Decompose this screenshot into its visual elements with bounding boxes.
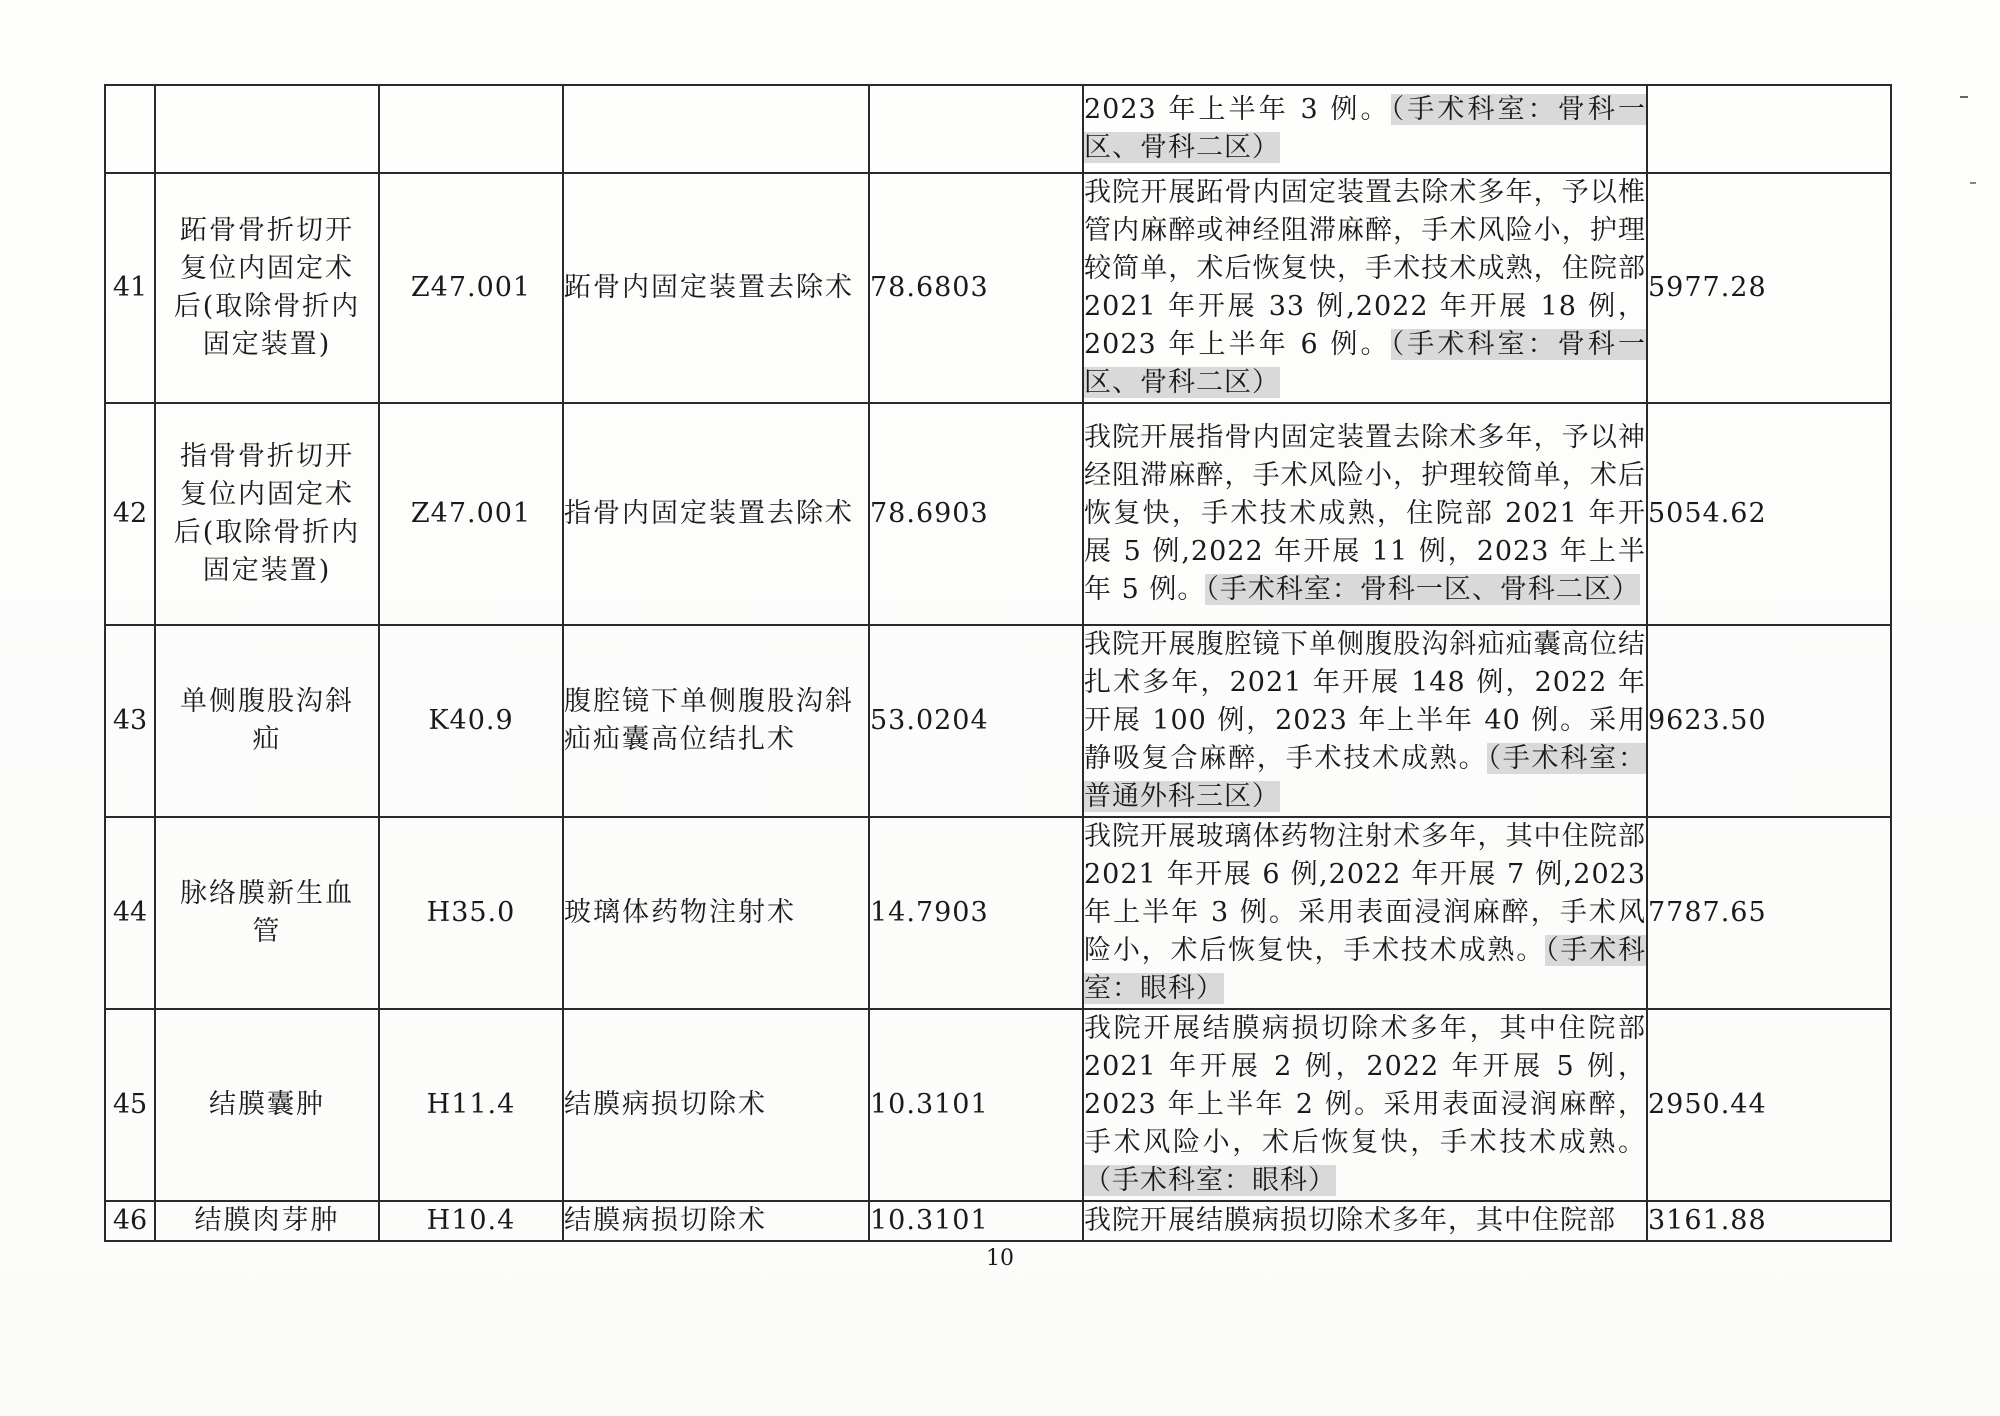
diagnosis-code: H10.4 (379, 1201, 563, 1241)
department-note: （手术科室：眼科） (1084, 1165, 1336, 1196)
disease-name (155, 1009, 379, 1201)
disease-name-line: 单侧腹股沟斜 (180, 686, 354, 717)
description-text: 我院开展指骨内固定装置去除术多年，予以神经阻滞麻醉，手术风险小，护理较简单，术后恢复快，手术技术成熟，住院部 2021 年开展 5 例,2022 年开展 11 例，2023 年上半年 5 例。 (1084, 422, 1646, 605)
row-number: 42 (105, 403, 155, 625)
disease-name (155, 817, 379, 1009)
disease-name-line: 复位内固定术 (180, 479, 354, 510)
table-row (105, 403, 1891, 625)
description (1083, 625, 1647, 817)
disease-name-line: 管 (252, 916, 282, 947)
description-text: 我院开展跖骨内固定装置去除术多年，予以椎管内麻醉或神经阻滞麻醉，手术风险小，护理较简单，术后恢复快，手术技术成熟，住院部 2021 年开展 33 例,2022 年开展 18 例，2023 年上半年 6 例。 (1084, 177, 1646, 360)
description-text: 我院开展腹腔镜下单侧腹股沟斜疝疝囊高位结扎术多年，2021 年开展 148 例，2022 年开展 100 例，2023 年上半年 40 例。采用静吸复合麻醉，手术技术成熟。 (1084, 629, 1646, 774)
disease-name (155, 173, 379, 403)
diagnosis-code: H35.0 (379, 817, 563, 1009)
table-row (105, 1009, 1891, 1201)
weight-value: 10.3101 (869, 1009, 1083, 1201)
surgery-name: 指骨内固定装置去除术 (563, 403, 869, 625)
department-note: （手术科室：骨科一区、骨科二区） (1205, 574, 1640, 605)
cost-value: 5977.28 (1647, 173, 1891, 403)
row-number: 44 (105, 817, 155, 1009)
surgery-name: 跖骨内固定装置去除术 (563, 173, 869, 403)
diagnosis-code (379, 85, 563, 173)
surgery-name (563, 85, 869, 173)
description-text: 2023 年上半年 3 例。 (1084, 94, 1391, 125)
table-row (105, 817, 1891, 1009)
description (1083, 817, 1647, 1009)
disease-name-line: 跖骨骨折切开 (180, 215, 354, 246)
disease-name (155, 403, 379, 625)
cost-value: 2950.44 (1647, 1009, 1891, 1201)
diagnosis-code: Z47.001 (379, 173, 563, 403)
weight-value: 78.6903 (869, 403, 1083, 625)
disease-name (155, 625, 379, 817)
row-number: 45 (105, 1009, 155, 1201)
weight-value: 78.6803 (869, 173, 1083, 403)
disease-name-line: 复位内固定术 (180, 253, 354, 284)
disease-name-line: 后(取除骨折内 (173, 291, 361, 322)
table-row (105, 173, 1891, 403)
diagnosis-code: Z47.001 (379, 403, 563, 625)
row-number (105, 85, 155, 173)
weight-value: 14.7903 (869, 817, 1083, 1009)
description (1083, 85, 1647, 173)
disease-name-line: 结膜囊肿 (209, 1089, 325, 1120)
department-note: （手术科室：眼科） (1084, 935, 1647, 1004)
cost-value: 5054.62 (1647, 403, 1891, 625)
table-body (105, 85, 1891, 1241)
department-note: （手术科室：普通外科三区） (1084, 743, 1647, 812)
disease-name-line: 固定装置) (202, 329, 332, 360)
surgery-name: 结膜病损切除术 (563, 1201, 869, 1241)
disease-name-line: 疝 (252, 724, 282, 755)
row-number: 43 (105, 625, 155, 817)
weight-value: 10.3101 (869, 1201, 1083, 1241)
disease-name (155, 1201, 379, 1241)
row-number: 46 (105, 1201, 155, 1241)
row-number: 41 (105, 173, 155, 403)
surgery-name: 腹腔镜下单侧腹股沟斜疝疝囊高位结扎术 (563, 625, 869, 817)
disease-name-line: 固定装置) (202, 555, 332, 586)
scan-mark (1960, 96, 1968, 98)
department-note: （手术科室：骨科一区、骨科二区） (1084, 94, 1646, 163)
scan-mark (1970, 182, 1976, 184)
disease-name-line: 脉络膜新生血 (180, 878, 354, 909)
description-text: 我院开展结膜病损切除术多年，其中住院部 (1084, 1205, 1616, 1236)
cost-value: 3161.88 (1647, 1201, 1891, 1241)
disease-name-line: 指骨骨折切开 (180, 441, 354, 472)
cost-value (1647, 85, 1891, 173)
diagnosis-code: H11.4 (379, 1009, 563, 1201)
surgery-table (104, 84, 1892, 1242)
description (1083, 173, 1647, 403)
page-number: 10 (986, 1246, 1014, 1271)
description-text: 我院开展结膜病损切除术多年，其中住院部 2021 年开展 2 例，2022 年开展 5 例，2023 年上半年 2 例。采用表面浸润麻醉，手术风险小，术后恢复快，手术技术成熟。 (1084, 1013, 1646, 1158)
description (1083, 1201, 1647, 1241)
table-row (105, 85, 1891, 173)
disease-name-line: 结膜肉芽肿 (194, 1205, 340, 1236)
table-row (105, 625, 1891, 817)
weight-value (869, 85, 1083, 173)
description-text: 我院开展玻璃体药物注射术多年，其中住院部 2021 年开展 6 例,2022 年开展 7 例,2023 年上半年 3 例。采用表面浸润麻醉，手术风险小，术后恢复快，手术技术成熟。 (1084, 821, 1646, 966)
surgery-name: 玻璃体药物注射术 (563, 817, 869, 1009)
description (1083, 1009, 1647, 1201)
surgery-name: 结膜病损切除术 (563, 1009, 869, 1201)
department-note: （手术科室：骨科一区、骨科二区） (1084, 329, 1646, 398)
diagnosis-code: K40.9 (379, 625, 563, 817)
disease-name (155, 85, 379, 173)
table-row (105, 1201, 1891, 1241)
cost-value: 9623.50 (1647, 625, 1891, 817)
weight-value: 53.0204 (869, 625, 1083, 817)
cost-value: 7787.65 (1647, 817, 1891, 1009)
description (1083, 403, 1647, 625)
disease-name-line: 后(取除骨折内 (173, 517, 361, 548)
